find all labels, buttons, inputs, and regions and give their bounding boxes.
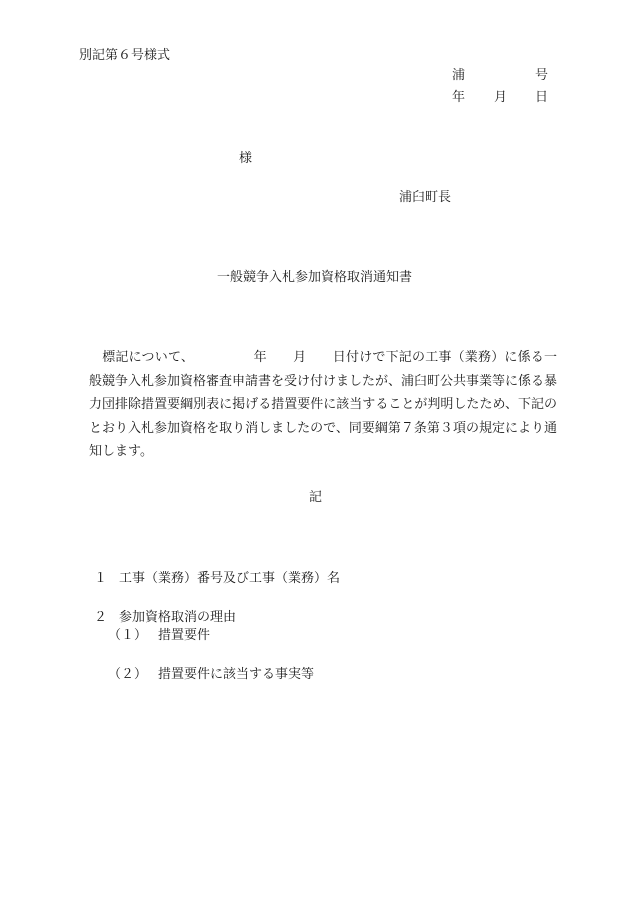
sub-item-number: （１） — [108, 628, 148, 643]
date-year: 年 — [452, 90, 466, 105]
addressee-honorific: 様 — [239, 151, 253, 166]
form-label: 別記第６号様式 — [79, 48, 171, 63]
body-paragraph: 標記について、 年 月 日付けで下記の工事（業務）に係る一般競争入札参加資格審査申請書を受け付けましたが、浦臼町公共事業等に係る暴力団排除措置要綱別表に掲げる措置要件に該当することが判明したため、下記のとおり入札参加資格を取り消しましたので、同要綱第７条第３項の規定により通知します。 — [89, 350, 558, 459]
item-number: １ — [94, 571, 108, 586]
item-number: ２ — [94, 610, 108, 625]
sub-item-label: 措置要件 — [158, 628, 211, 643]
document-title: 一般競争入札参加資格取消通知書 — [217, 270, 413, 285]
ki-heading: 記 — [309, 490, 323, 505]
sub-item-label: 措置要件に該当する事実等 — [158, 667, 315, 682]
item-label: 工事（業務）番号及び工事（業務）名 — [119, 571, 341, 586]
document-number-prefix: 浦 — [452, 68, 466, 83]
sender-name: 浦臼町長 — [399, 190, 452, 205]
date-day: 日 — [535, 90, 549, 105]
sub-item-number: （２） — [108, 667, 148, 682]
date-month: 月 — [494, 90, 508, 105]
item-label: 参加資格取消の理由 — [119, 610, 237, 625]
document-number-suffix: 号 — [535, 68, 549, 83]
